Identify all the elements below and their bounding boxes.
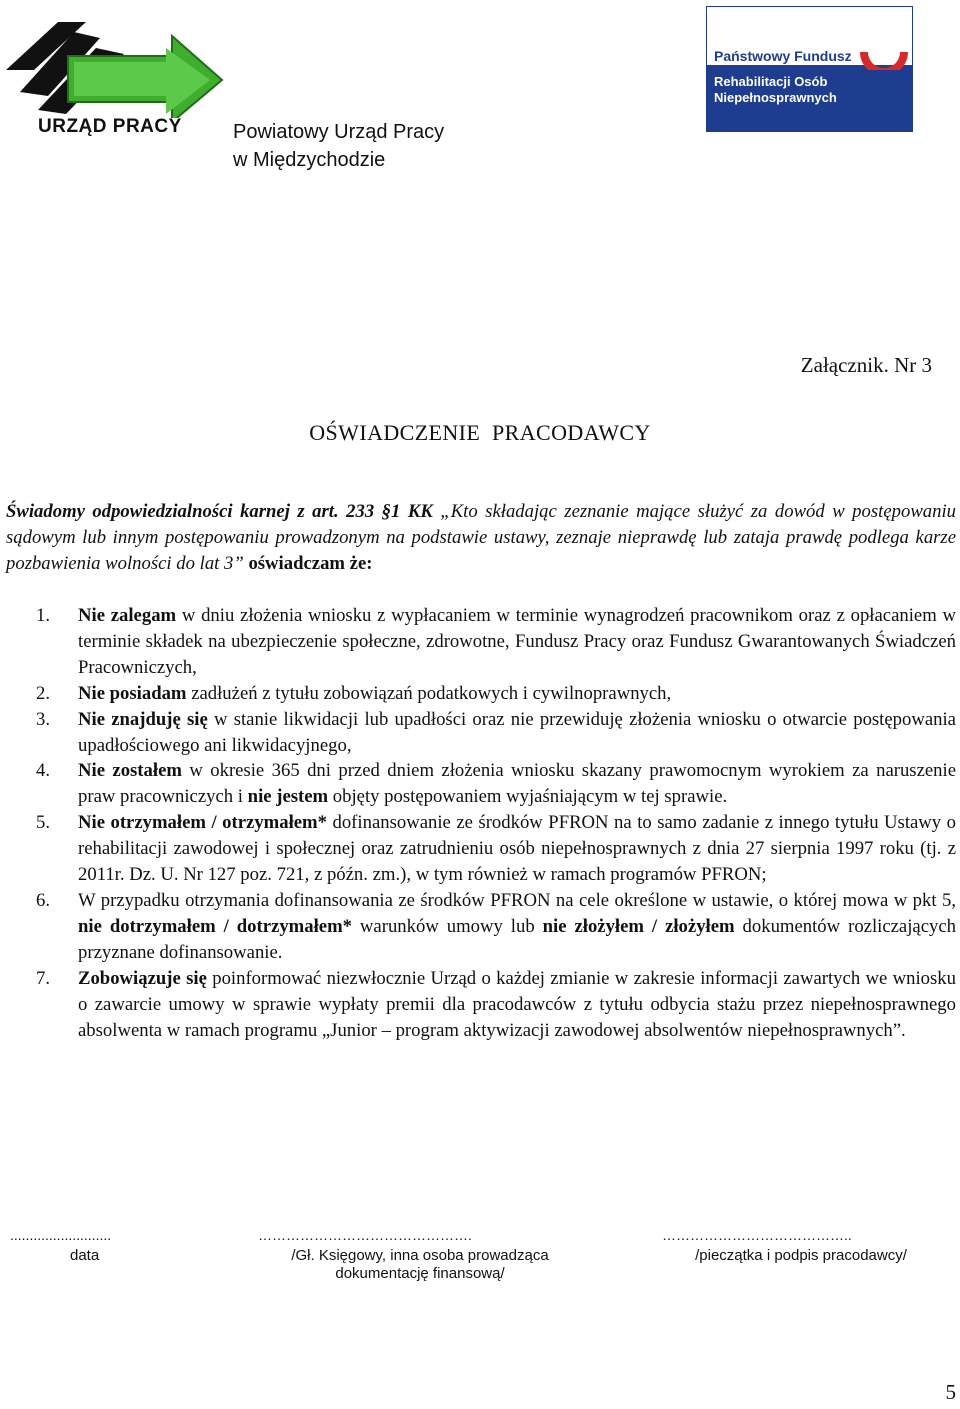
item-bold-2: nie jestem — [247, 786, 329, 808]
item-bold: Nie zostałem — [78, 760, 182, 782]
list-item — [6, 681, 956, 707]
signature-line-employer: ………………………………….. — [662, 1227, 852, 1243]
signature-line-accountant: ………………………………………. — [258, 1227, 472, 1243]
item-body-2: objęty postępowaniem wyjaśniającym w tej sprawie. — [328, 786, 728, 808]
item-body-2: warunków umowy lub — [351, 915, 543, 937]
item-bold: Nie znajduję się — [78, 708, 208, 730]
pfron-name-line1: Państwowy Fundusz — [714, 48, 852, 64]
pfron-logo — [706, 6, 913, 132]
office-name — [233, 118, 444, 174]
item-text — [78, 966, 956, 1044]
annex-label: Załącznik. Nr 3 — [800, 353, 932, 377]
signature-label-accountant: /Gł. Księgowy, inna osoba prowadząca dokumentację finansową/ — [291, 1247, 549, 1282]
declaration-list — [6, 603, 956, 1043]
item-body: dofinansowanie ze środków PFRON na to samo zadanie z innego tytułu Ustawy o rehabilitacji zawodowej i społecznej oraz zatrudnieniu osób niepełnosprawnych z dnia 27 sierpnia 1997 roku (tj. z 2011r. Dz. U. Nr 127 poz. 721, z późn. zm.), w tym również w ramach programów PFRON; — [78, 812, 956, 886]
item-body: w dniu złożenia wniosku z wypłacaniem w terminie wynagrodzeń pracownikom oraz z opłacaniem w terminie składek na ubezpieczenie społeczne, zdrowotne, Fundusz Pracy oraz Fundusz Gwarantowanych Świadczeń Pracowniczych, — [78, 605, 956, 678]
item-bold: Nie posiadam — [78, 682, 187, 704]
signature-label-employer: /pieczątka i podpis pracodawcy/ — [695, 1247, 907, 1264]
office-line2: w Międzychodzie — [233, 149, 386, 171]
intro-paragraph — [6, 499, 956, 577]
item-number: 4. — [36, 760, 51, 782]
intro-lead: Świadomy odpowiedzialności karnej z art. — [6, 501, 339, 522]
item-number: 3. — [36, 708, 51, 730]
urzad-pracy-logo — [4, 18, 226, 140]
pfron-name-line2: Rehabilitacji Osób Niepełnosprawnych — [714, 74, 837, 105]
logo-arrow-graphic — [4, 18, 226, 118]
item-text — [78, 810, 956, 888]
item-bold: Nie zalegam — [78, 605, 177, 626]
item-number: 6. — [36, 889, 51, 911]
office-line1: Powiatowy Urząd Pracy — [233, 121, 445, 143]
intro-quote: „Kto składając zeznanie mające służyć za dowód w postępowaniu sądowym lub innym postępowaniu prowadzonym na podstawie ustawy, zeznaje nieprawdę lub zataja prawdę podlega karze pozbawienia wolności do lat 3” — [6, 501, 957, 574]
item-body: poinformować niezwłocznie Urząd o każdej zmianie w zakresie informacji zawartych we wniosku o zawarcie umowy w sprawie wypłaty premii dla pracodawców z tytułu odbycia stażu przez niepełnosprawnego absolwenta w ramach programu „Junior – program aktywizacji zawodowej absolwentów niepełnosprawnych”. — [78, 967, 956, 1041]
item-text — [78, 603, 956, 681]
intro-declare: oświadczam że: — [248, 553, 373, 574]
item-bold: Nie otrzymałem / otrzymałem* — [78, 812, 327, 834]
item-bold: Zobowiązuje się — [78, 967, 207, 989]
item-bold-3: nie złożyłem / złożyłem — [542, 915, 735, 937]
document-title: OŚWIADCZENIE PRACODAWCY — [309, 420, 651, 445]
list-item — [6, 758, 956, 810]
item-body: zadłużeń z tytułu zobowiązań podatkowych i cywilnoprawnych, — [186, 682, 672, 704]
list-item — [6, 810, 956, 888]
page-number: 5 — [945, 1380, 956, 1404]
pfron-red-arc-icon — [856, 14, 910, 70]
item-body: W przypadku otrzymania dofinansowania ze środków PFRON na cele określone w ustawie, o której mowa w pkt 5, — [78, 889, 956, 911]
item-body: w okresie 365 dni przed dniem złożenia wniosku skazany prawomocnym wyrokiem za naruszenie praw pracowniczych i — [78, 760, 956, 808]
item-text — [78, 758, 956, 810]
signature-label-date: data — [70, 1247, 100, 1264]
item-text — [78, 707, 956, 759]
item-body: w stanie likwidacji lub upadłości oraz nie przewiduję złożenia wniosku o otwarcie postępowania upadłościowego ani likwidacyjnego, — [78, 708, 956, 756]
list-item — [6, 888, 956, 966]
item-body-3: dokumentów rozliczających przyznane dofinansowanie. — [78, 915, 956, 963]
item-number: 7. — [36, 967, 51, 989]
list-item — [6, 966, 956, 1044]
list-item — [6, 707, 956, 759]
item-number: 2. — [36, 682, 51, 704]
item-number: 5. — [36, 812, 51, 834]
logo-caption: URZĄD PRACY — [38, 116, 182, 137]
item-text — [78, 888, 956, 966]
item-text — [78, 681, 956, 707]
signature-line-date: .......................... — [10, 1227, 112, 1243]
list-item — [6, 603, 956, 681]
item-bold-2: nie dotrzymałem / dotrzymałem* — [78, 915, 352, 937]
intro-ref: 233 §1 KK — [338, 501, 441, 522]
item-number: 1. — [36, 605, 51, 626]
